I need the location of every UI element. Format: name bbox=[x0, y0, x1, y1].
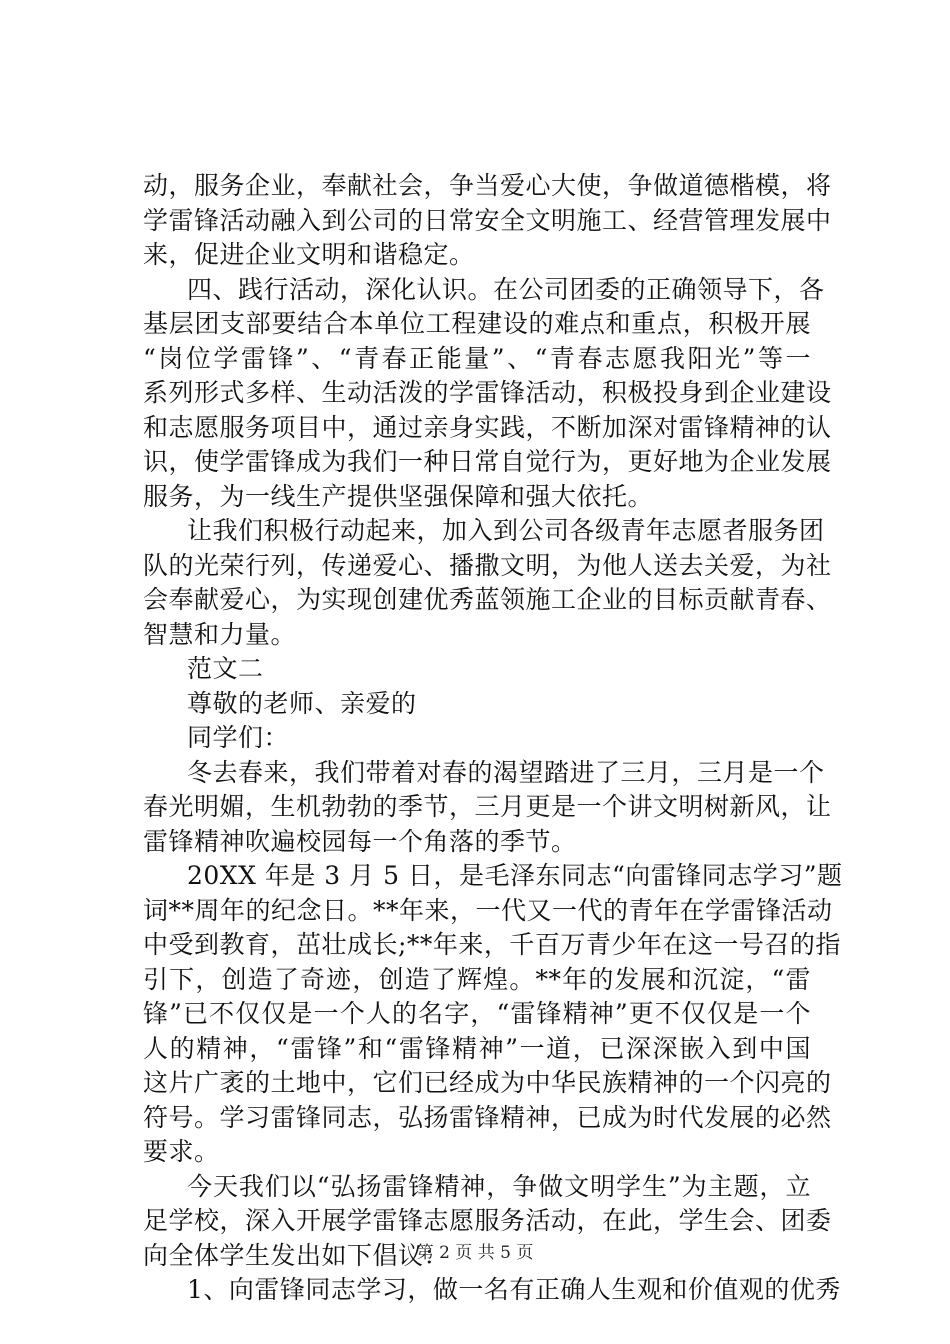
text-line: 词**周年的纪念日。**年来，一代又一代的青年在学雷锋活动 bbox=[143, 895, 833, 925]
text-line: 让我们积极行动起来，加入到公司各级青年志愿者服务团 bbox=[187, 516, 825, 545]
text-line: 四、践行活动，深化认识。在公司团委的正确领导下，各 bbox=[187, 274, 825, 304]
text-line: 人的精神，“雷锋”和“雷锋精神”一道，已深深嵌入到中国 bbox=[143, 1033, 811, 1063]
text-line: 识，使学雷锋成为我们一种日常自觉行为，更好地为企业发展 bbox=[143, 447, 832, 476]
text-line: 符号。学习雷锋同志，弘扬雷锋精神，已成为时代发展的必然 bbox=[143, 1102, 832, 1132]
text-line: 向全体学生发出如下倡议： bbox=[143, 1240, 450, 1270]
document-body bbox=[143, 169, 843, 1308]
text-line: 中受到教育，茁壮成长;**年来，千百万青少年在这一号召的指 bbox=[143, 930, 841, 959]
text-line: 基层团支部要结合本单位工程建设的难点和重点，积极开展 bbox=[143, 309, 811, 338]
text-line: 1、向雷锋同志学习，做一名有正确人生观和价值观的优秀 bbox=[187, 1275, 841, 1304]
text-line: 同学们： bbox=[187, 723, 290, 752]
text-line: 学雷锋活动融入到公司的日常安全文明施工、经营管理发展中 bbox=[143, 205, 832, 235]
text-line: 20XX 年是 3 月 5 日，是毛泽东同志“向雷锋同志学习”题 bbox=[187, 861, 843, 890]
text-line: 要求。 bbox=[143, 1137, 220, 1166]
text-line: 动，服务企业，奉献社会，争当爱心大使，争做道德楷模，将 bbox=[143, 171, 832, 200]
text-line: 和志愿服务项目中，通过亲身实践，不断加深对雷锋精神的认 bbox=[143, 412, 832, 442]
text-line: 尊敬的老师、亲爱的 bbox=[187, 688, 417, 718]
text-line: 雷锋精神吹遍校园每一个角落的季节。 bbox=[143, 826, 577, 856]
text-line: 今天我们以“弘扬雷锋精神，争做文明学生”为主题，立 bbox=[187, 1171, 811, 1201]
text-line: 会奉献爱心，为实现创建优秀蓝领施工企业的目标贡献青春、 bbox=[143, 585, 832, 614]
text-line: 智慧和力量。 bbox=[143, 619, 297, 649]
text-line: 服务，为一线生产提供坚强保障和强大依托。 bbox=[143, 481, 654, 511]
text-line: 这片广袤的土地中，它们已经成为中华民族精神的一个闪亮的 bbox=[143, 1068, 832, 1097]
page-footer: 第 2 页 共 5 页 bbox=[416, 1243, 534, 1263]
text-line: “岗位学雷锋”、“青春正能量”、“青春志愿我阳光”等一 bbox=[143, 343, 811, 373]
text-line: 队的光荣行列，传递爱心、播撒文明，为他人送去关爱，为社 bbox=[143, 550, 832, 580]
text-line: 锋”已不仅仅是一个人的名字，“雷锋精神”更不仅仅是一个 bbox=[143, 999, 811, 1028]
text-line: 系列形式多样、生动活泼的学雷锋活动，积极投身到企业建设 bbox=[143, 378, 832, 407]
text-line: 来，促进企业文明和谐稳定。 bbox=[143, 240, 475, 269]
text-line: 冬去春来，我们带着对春的渴望踏进了三月，三月是一个 bbox=[187, 757, 825, 787]
text-line: 春光明媚，生机勃勃的季节，三月更是一个讲文明树新风，让 bbox=[143, 792, 832, 821]
text-line: 引下，创造了奇迹，创造了辉煌。**年的发展和沉淀，“雷 bbox=[143, 964, 811, 994]
text-line: 足学校，深入开展学雷锋志愿服务活动，在此，学生会、团委 bbox=[143, 1206, 832, 1235]
text-line: 范文二 bbox=[187, 654, 264, 683]
